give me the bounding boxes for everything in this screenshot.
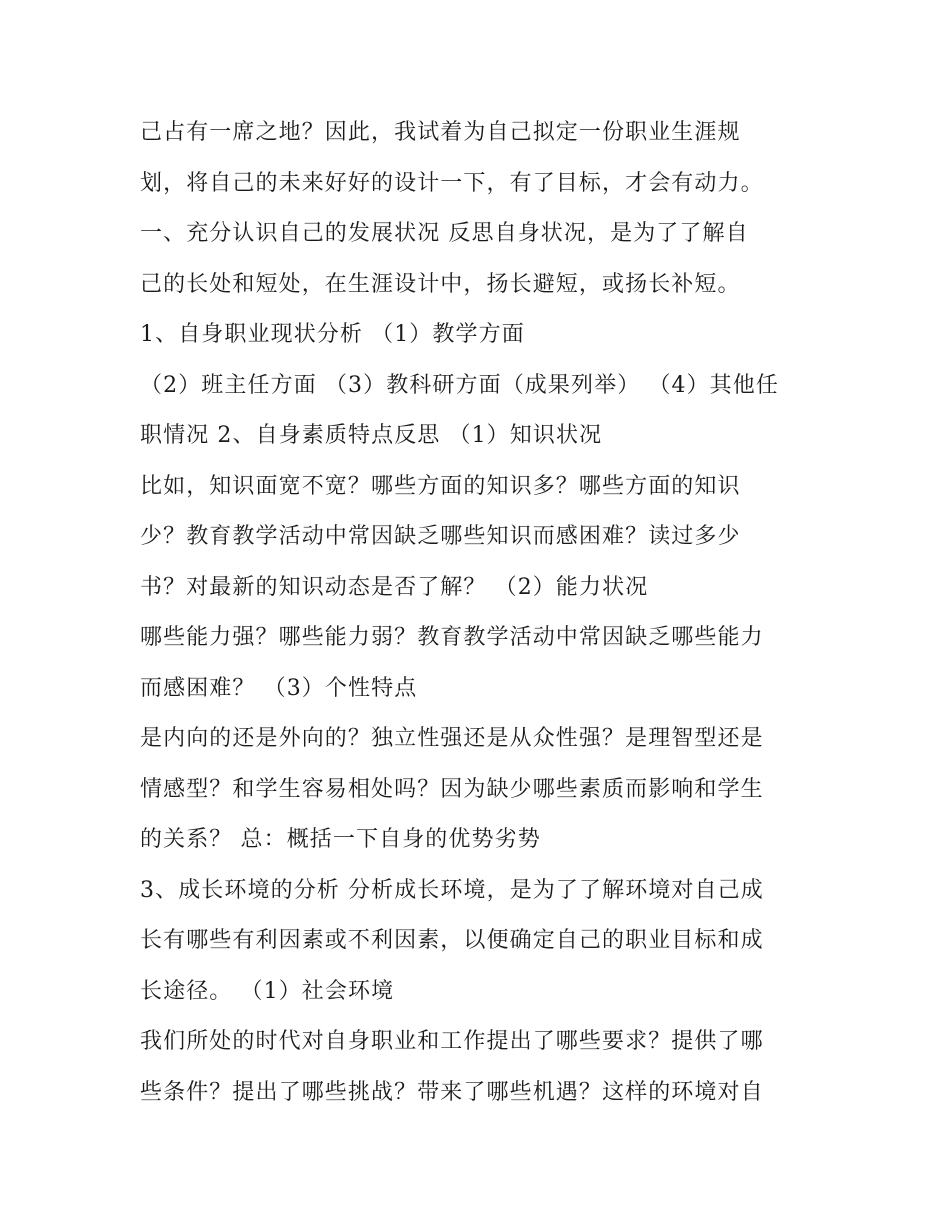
text-line: 的关系？ 总：概括一下自身的优势劣势	[140, 827, 541, 852]
text-line: 1、自身职业现状分析 （1）教学方面	[140, 322, 525, 347]
text-line: 比如，知识面宽不宽？哪些方面的知识多？哪些方面的知识	[140, 474, 741, 499]
text-line: 而感困难？ （3）个性特点	[140, 676, 418, 701]
text-line: 哪些能力强？哪些能力弱？教育教学活动中常因缺乏哪些能力	[140, 625, 764, 650]
text-line: 长途径。 （1）社会环境	[140, 979, 395, 1004]
text-line: （2）班主任方面 （3）教科研方面（成果列举） （4）其他任	[140, 373, 779, 398]
text-line: 3、成长环境的分析 分析成长环境，是为了了解环境对自己成	[140, 878, 764, 903]
text-line: 己的长处和短处，在生涯设计中，扬长避短，或扬长补短。	[140, 272, 741, 297]
text-line: 我们所处的时代对自身职业和工作提出了哪些要求？提供了哪	[140, 1029, 764, 1054]
text-line: 少？教育教学活动中常因缺乏哪些知识而感困难？读过多少	[140, 524, 741, 549]
text-line: 长有哪些有利因素或不利因素，以便确定自己的职业目标和成	[140, 928, 764, 953]
text-line: 是内向的还是外向的？独立性强还是从众性强？是理智型还是	[140, 726, 764, 751]
text-line: 书？对最新的知识动态是否了解？ （2）能力状况	[140, 575, 649, 600]
text-line: 划，将自己的未来好好的设计一下，有了目标，才会有动力。	[140, 171, 764, 196]
text-line: 些条件？提出了哪些挑战？带来了哪些机遇？这样的环境对自	[140, 1080, 764, 1105]
text-line: 情感型？和学生容易相处吗？因为缺少哪些素质而影响和学生	[140, 777, 764, 802]
text-line: 一、充分认识自己的发展状况 反思自身状况，是为了了解自	[140, 221, 749, 246]
text-line: 己占有一席之地？因此，我试着为自己拟定一份职业生涯规	[140, 120, 741, 145]
text-line: 职情况 2、自身素质特点反思 （1）知识状况	[140, 423, 603, 448]
